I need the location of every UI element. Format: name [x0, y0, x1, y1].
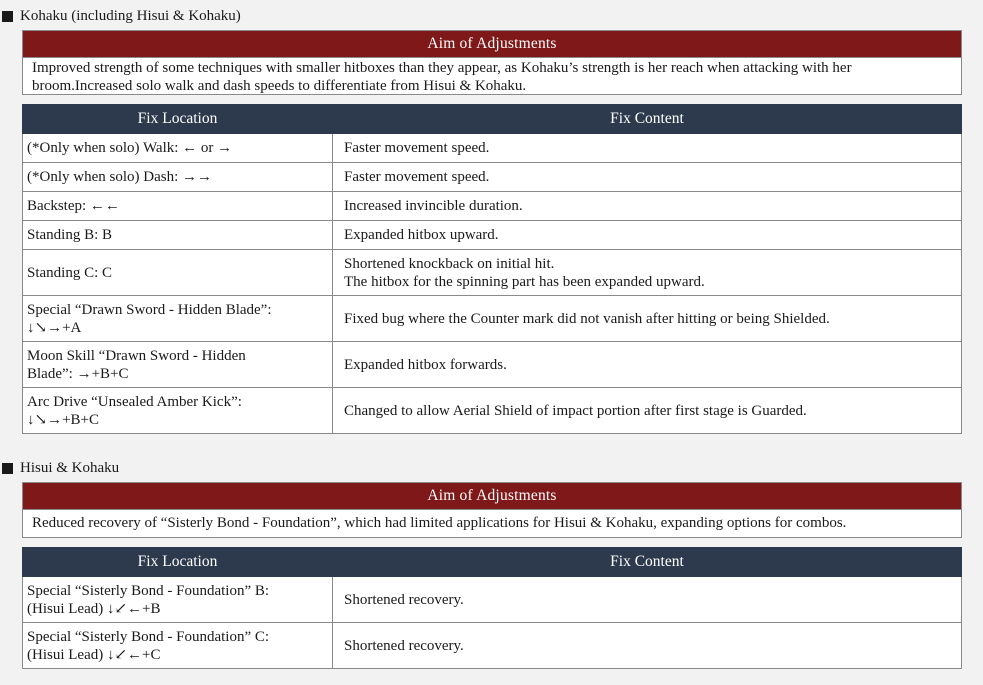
fix-location: Backstep: ←←	[23, 192, 333, 221]
fix-location	[23, 296, 333, 342]
aim-box	[22, 482, 962, 538]
aim-text: Improved strength of some techniques with smaller hitboxes than they appear, as Kohaku’s strength is her reach when attacking with her broom.Increased solo walk and dash speeds to differentiate from Hisui & Kohaku.	[23, 57, 961, 94]
table-header-row	[23, 105, 962, 134]
fix-location: Standing C: C	[23, 250, 333, 296]
fix-location-line: (Hisui Lead) ↓↙←+B	[27, 600, 161, 617]
fix-location-line: ↓↘→+B+C	[27, 411, 99, 428]
fix-content: Shortened recovery.	[333, 623, 962, 669]
column-header-content: Fix Content	[333, 548, 962, 577]
fix-location	[23, 623, 333, 669]
aim-header: Aim of Adjustments	[23, 483, 961, 509]
fix-content: Shortened recovery.	[333, 577, 962, 623]
table-row	[23, 134, 962, 163]
fix-content: Fixed bug where the Counter mark did not vanish after hitting or being Shielded.	[333, 296, 962, 342]
fix-location: (*Only when solo) Walk: ← or →	[23, 134, 333, 163]
aim-box	[22, 30, 962, 95]
table-row	[23, 388, 962, 434]
table-row	[23, 623, 962, 669]
fix-location	[23, 577, 333, 623]
table-row	[23, 342, 962, 388]
fix-content: Expanded hitbox forwards.	[333, 342, 962, 388]
column-header-location: Fix Location	[23, 548, 333, 577]
fix-location-line: Special “Drawn Sword - Hidden Blade”:	[27, 301, 272, 318]
table-row	[23, 296, 962, 342]
section-title-text: Hisui & Kohaku	[20, 459, 120, 476]
fix-content: Faster movement speed.	[333, 163, 962, 192]
fix-location-line: Moon Skill “Drawn Sword - Hidden	[27, 347, 246, 364]
fix-table	[22, 104, 962, 434]
fix-location-line: ↓↘→+A	[27, 319, 82, 336]
column-header-content: Fix Content	[333, 105, 962, 134]
fix-location: Standing B: B	[23, 221, 333, 250]
fix-location-line: Special “Sisterly Bond - Foundation” B:	[27, 582, 270, 599]
fix-content: Changed to allow Aerial Shield of impact portion after first stage is Guarded.	[333, 388, 962, 434]
table-header-row	[23, 548, 962, 577]
table-row	[23, 577, 962, 623]
fix-location-line: Blade”: →+B+C	[27, 365, 129, 382]
aim-header: Aim of Adjustments	[23, 31, 961, 57]
kohaku-section	[22, 6, 962, 434]
fix-location	[23, 388, 333, 434]
table-row	[23, 192, 962, 221]
square-bullet-icon	[2, 11, 13, 22]
fix-content: Expanded hitbox upward.	[333, 221, 962, 250]
aim-text: Reduced recovery of “Sisterly Bond - Foundation”, which had limited applications for Hisui & Kohaku, expanding options for combos.	[23, 509, 961, 537]
fix-content: Faster movement speed.	[333, 134, 962, 163]
fix-location: (*Only when solo) Dash: →→	[23, 163, 333, 192]
hisui-kohaku-section	[22, 458, 962, 669]
section-title-text: Kohaku (including Hisui & Kohaku)	[20, 7, 241, 24]
fix-location-line: (Hisui Lead) ↓↙←+C	[27, 646, 161, 663]
fix-location-line: Special “Sisterly Bond - Foundation” C:	[27, 628, 270, 645]
table-row	[23, 163, 962, 192]
fix-content	[333, 250, 962, 296]
square-bullet-icon	[2, 463, 13, 474]
table-row	[23, 221, 962, 250]
column-header-location: Fix Location	[23, 105, 333, 134]
fix-content-line: Shortened knockback on initial hit.	[344, 255, 555, 272]
fix-location	[23, 342, 333, 388]
section-title	[2, 6, 962, 26]
fix-content: Increased invincible duration.	[333, 192, 962, 221]
fix-table	[22, 547, 962, 669]
fix-content-line: The hitbox for the spinning part has been expanded upward.	[344, 273, 705, 290]
fix-location-line: Arc Drive “Unsealed Amber Kick”:	[27, 393, 242, 410]
table-row	[23, 250, 962, 296]
section-title	[2, 458, 962, 478]
